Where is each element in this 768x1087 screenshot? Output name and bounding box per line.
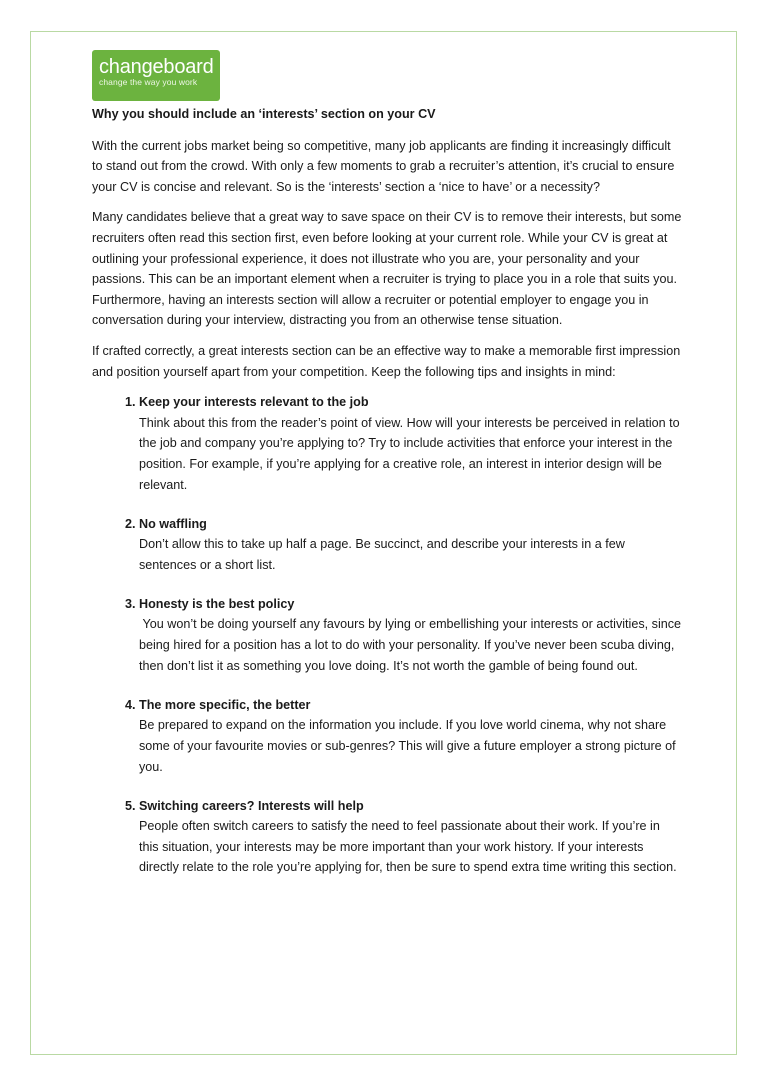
tip-body: Think about this from the reader’s point of view. How will your interests be perceived in relation to the job and company you’re applying to? Try to include activities that enforce your interest in the position. For example, if you’re applying for a creative role, an interest in interior design will be relevant. xyxy=(139,415,680,492)
paragraph-recruiters: Many candidates believe that a great way to save space on their CV is to remove their interests, but some recruiters often read this section first, even before looking at your current role. While your CV is great at outlining your professional experience, it does not illustrate who you are, your personality and your passions. This can be an important element when a recruiter is trying to place you in a role that suits you. Furthermore, having an interests section will allow a recruiter or potential employer to engage you in conversation during your interview, distracting you from an otherwise tense situation. xyxy=(92,210,682,328)
changeboard-logo xyxy=(92,50,220,101)
tip-item xyxy=(139,796,682,878)
logo-tagline: change the way you work xyxy=(99,77,198,87)
tips-list xyxy=(92,392,685,878)
tip-heading: 3. Honesty is the best policy xyxy=(139,596,295,611)
paragraph-intro: With the current jobs market being so competitive, many job applicants are finding it increasingly difficult to stand out from the crowd. With only a few moments to grab a recruiter’s attention, it’s crucial to ensure your CV is concise and relevant. So is the ‘interests’ section a ‘nice to have’ or a necessity? xyxy=(92,138,675,194)
tip-body: People often switch careers to satisfy the need to feel passionate about their work. If you’re in this situation, your interests may be more important than your work history. If your interests directly relate to the role you’re applying for, then be sure to spend extra time writing this section. xyxy=(139,819,677,875)
tip-item xyxy=(139,695,682,777)
logo-name: changeboard xyxy=(99,56,214,78)
article-title: Why you should include an ‘interests’ section on your CV xyxy=(92,107,436,121)
tip-body: Don’t allow this to take up half a page. Be succinct, and describe your interests in a few sentences or a short list. xyxy=(139,537,625,572)
tip-heading: 4. The more specific, the better xyxy=(139,697,311,712)
tip-item xyxy=(139,514,682,576)
tip-body: You won’t be doing yourself any favours by lying or embellishing your interests or activities, since being hired for a position has a lot to do with your personality. If you’ve never been scuba diving, then don’t list it as something you love doing. It’s not worth the gamble of being found out. xyxy=(139,617,685,673)
tip-heading: 2. No waffling xyxy=(139,516,207,531)
tip-body: Be prepared to expand on the information you include. If you love world cinema, why not share some of your favourite movies or sub-genres? This will give a future employer a strong picture of you. xyxy=(139,718,676,774)
paragraph-tips-lead: If crafted correctly, a great interests section can be an effective way to make a memorable first impression and position yourself apart from your competition. Keep the following tips and insights in mind: xyxy=(92,343,681,379)
tip-item xyxy=(139,594,685,676)
tip-item xyxy=(139,392,682,495)
tip-heading: 5. Switching careers? Interests will help xyxy=(139,798,364,813)
article xyxy=(92,104,685,897)
tip-heading: 1. Keep your interests relevant to the job xyxy=(139,395,369,410)
